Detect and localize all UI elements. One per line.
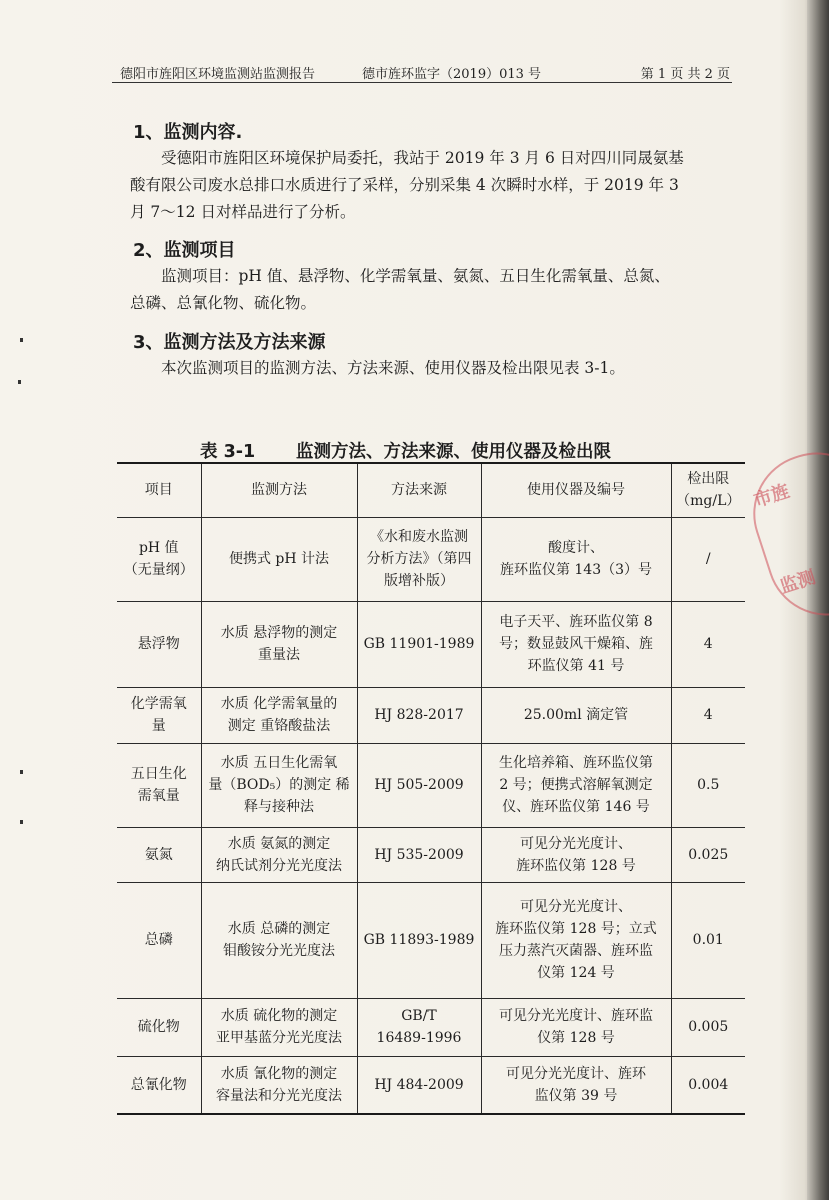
row-item: 化学需氧 量: [117, 687, 201, 743]
row-limit: 4: [671, 601, 745, 687]
row-limit: 4: [671, 687, 745, 743]
header-report-number: 德市旌环监字（2019）013 号: [362, 67, 542, 82]
page-header: [112, 58, 732, 83]
section-2-title: 2、监测项目: [133, 240, 236, 261]
section-3-title: 3、监测方法及方法来源: [133, 332, 326, 353]
table-row: [117, 882, 745, 998]
row-method: 水质 总磷的测定 钼酸铵分光光度法: [201, 882, 357, 998]
row-instrument: 生化培养箱、旌环监仪第 2 号；便携式溶解氧测定 仪、旌环监仪第 146 号: [481, 743, 671, 827]
row-limit: 0.004: [671, 1056, 745, 1114]
row-instrument: 可见分光光度计、旌环 监仪第 39 号: [481, 1056, 671, 1114]
table-number: 表 3-1: [200, 442, 256, 462]
section-3-line-1: 本次监测项目的监测方法、方法来源、使用仪器及检出限见表 3-1。: [161, 359, 625, 377]
header-cell-limit: 检出限 （mg/L）: [671, 463, 745, 517]
table-row: [117, 517, 745, 601]
row-method: 水质 硫化物的测定 亚甲基蓝分光光度法: [201, 998, 357, 1056]
table-row: [117, 601, 745, 687]
row-method: 水质 氰化物的测定 容量法和分光光度法: [201, 1056, 357, 1114]
table-row: [117, 743, 745, 827]
row-method: 水质 五日生化需氧 量（BOD₅）的测定 稀 释与接种法: [201, 743, 357, 827]
header-cell-item: 项目: [117, 463, 201, 517]
scan-speck: [18, 380, 21, 384]
row-instrument: 电子天平、旌环监仪第 8 号；数显鼓风干燥箱、旌 环监仪第 41 号: [481, 601, 671, 687]
section-1-line-3: 月 7～12 日对样品进行了分析。: [130, 203, 356, 221]
row-item: 总氰化物: [117, 1056, 201, 1114]
section-1-line-1: 受德阳市旌阳区环境保护局委托，我站于 2019 年 3 月 6 日对四川同晟氨基: [161, 149, 684, 167]
row-item: 总磷: [117, 882, 201, 998]
scan-speck: [20, 338, 23, 342]
row-method: 水质 化学需氧量的 测定 重铬酸盐法: [201, 687, 357, 743]
row-instrument: 酸度计、 旌环监仪第 143（3）号: [481, 517, 671, 601]
row-source: HJ 484-2009: [357, 1056, 481, 1114]
header-page-number: 第 1 页 共 2 页: [640, 67, 730, 82]
row-limit: /: [671, 517, 745, 601]
section-1-title: 1、监测内容.: [133, 122, 243, 143]
header-organization: 德阳市旌阳区环境监测站监测报告: [120, 67, 316, 82]
table-title: [200, 438, 611, 463]
row-limit: 0.005: [671, 998, 745, 1056]
row-method: 水质 悬浮物的测定 重量法: [201, 601, 357, 687]
row-source: HJ 535-2009: [357, 827, 481, 882]
row-source: GB/T 16489-1996: [357, 998, 481, 1056]
section-2-body: [130, 263, 720, 317]
seal-text-bottom: 监测: [777, 566, 819, 598]
row-instrument: 可见分光光度计、 旌环监仪第 128 号；立式 压力蒸汽灭菌器、旌环监 仪第 124 号: [481, 882, 671, 998]
section-2-line-2: 总磷、总氰化物、硫化物。: [130, 294, 317, 312]
section-2-line-1: 监测项目：pH 值、悬浮物、化学需氧量、氨氮、五日生化需氧量、总氮、: [161, 267, 670, 285]
row-limit: 0.5: [671, 743, 745, 827]
scan-speck: [20, 770, 23, 774]
row-source: HJ 505-2009: [357, 743, 481, 827]
seal-text-top: 市旌: [751, 480, 793, 512]
table-header-row: [117, 463, 745, 517]
row-limit: 0.01: [671, 882, 745, 998]
table-row: [117, 827, 745, 882]
section-1-body: [130, 145, 720, 226]
row-source: GB 11893-1989: [357, 882, 481, 998]
row-item: 五日生化 需氧量: [117, 743, 201, 827]
header-cell-source: 方法来源: [357, 463, 481, 517]
methods-table: [117, 462, 745, 1115]
row-item: pH 值 （无量纲）: [117, 517, 201, 601]
scan-speck: [20, 820, 23, 824]
table-caption: 监测方法、方法来源、使用仪器及检出限: [296, 442, 611, 462]
section-1-line-2: 酸有限公司废水总排口水质进行了采样，分别采集 4 次瞬时水样，于 2019 年 3: [130, 176, 679, 194]
table-row: [117, 1056, 745, 1114]
table-row: [117, 998, 745, 1056]
row-instrument: 25.00ml 滴定管: [481, 687, 671, 743]
row-instrument: 可见分光光度计、 旌环监仪第 128 号: [481, 827, 671, 882]
row-limit: 0.025: [671, 827, 745, 882]
row-item: 悬浮物: [117, 601, 201, 687]
row-source: GB 11901-1989: [357, 601, 481, 687]
header-cell-instrument: 使用仪器及编号: [481, 463, 671, 517]
row-instrument: 可见分光光度计、旌环监 仪第 128 号: [481, 998, 671, 1056]
section-3-body: [130, 355, 720, 382]
row-source: HJ 828-2017: [357, 687, 481, 743]
table-row: [117, 687, 745, 743]
row-method: 便携式 pH 计法: [201, 517, 357, 601]
row-item: 硫化物: [117, 998, 201, 1056]
row-method: 水质 氨氮的测定 纳氏试剂分光光度法: [201, 827, 357, 882]
row-item: 氨氮: [117, 827, 201, 882]
row-source: 《水和废水监测 分析方法》（第四 版增补版）: [357, 517, 481, 601]
header-cell-method: 监测方法: [201, 463, 357, 517]
